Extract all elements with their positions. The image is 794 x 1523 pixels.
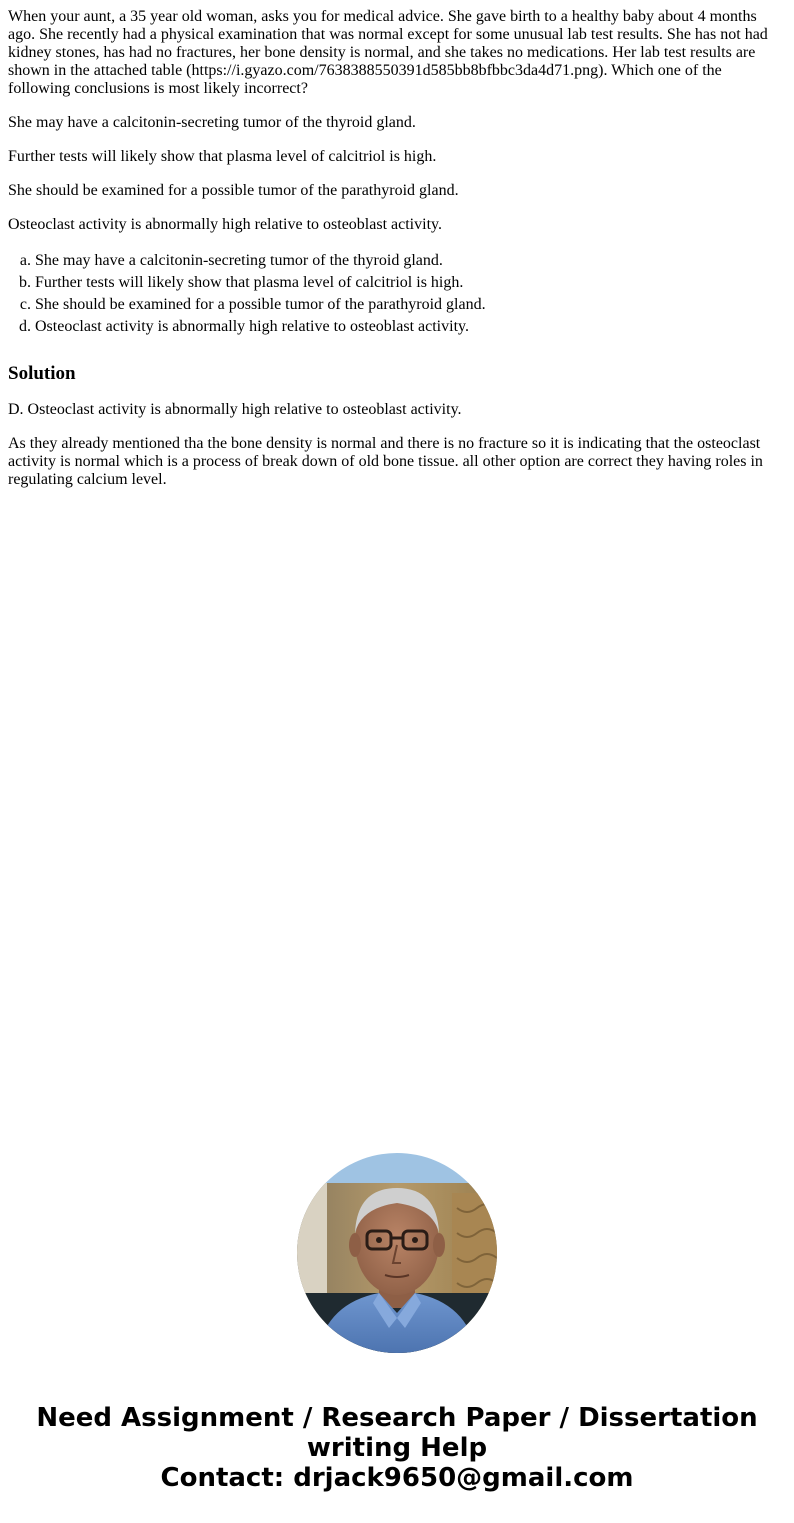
option-text: She should be examined for a possible tumor of the parathyroid gland. [35, 296, 486, 313]
promo-line-1: Need Assignment / Research Paper / Dissertation [36, 1403, 758, 1433]
option-text: Further tests will likely show that plasma level of calcitriol is high. [35, 274, 464, 291]
solution-heading: Solution [8, 363, 76, 384]
statement-2: Further tests will likely show that plasma level of calcitriol is high. [8, 148, 437, 165]
statement-1: She may have a calcitonin-secreting tumor of the thyroid gland. [8, 114, 416, 131]
option-text: Osteoclast activity is abnormally high relative to osteoblast activity. [35, 318, 469, 335]
author-photo [297, 1153, 497, 1353]
option-marker: a. [19, 252, 31, 269]
statement-3: She should be examined for a possible tumor of the parathyroid gland. [8, 182, 459, 199]
promo-contact: Contact: drjack9650@gmail.com [160, 1463, 634, 1493]
option-text: She may have a calcitonin-secreting tumor of the thyroid gland. [35, 252, 443, 269]
option-item-b [8, 272, 786, 294]
author-avatar [297, 1153, 497, 1353]
promo-line-2: writing Help [306, 1433, 488, 1463]
option-marker: d. [19, 318, 31, 335]
document-content [8, 8, 786, 505]
promo-banner [0, 1403, 794, 1493]
option-item-d [8, 316, 786, 338]
statement-4: Osteoclast activity is abnormally high relative to osteoblast activity. [8, 216, 442, 233]
option-marker: c. [19, 296, 31, 313]
solution-explanation: As they already mentioned tha the bone density is normal and there is no fracture so it is indicating that the osteoclast activity is normal which is a process of break down of old bone tissue. all other option are correct they having roles in regulating calcium level. [8, 435, 763, 488]
solution-answer: D. Osteoclast activity is abnormally high relative to osteoblast activity. [8, 401, 462, 418]
option-item-a [8, 250, 786, 272]
option-marker: b. [19, 274, 31, 291]
option-item-c [8, 294, 786, 316]
question-stem: When your aunt, a 35 year old woman, asks you for medical advice. She gave birth to a healthy baby about 4 months ago. She recently had a physical examination that was normal except for some unusual lab test results. She has not had kidney stones, has had no fractures, her bone density is normal, and she takes no medications. Her lab test results are shown in the attached table (https://i.gyazo.com/7638388550391d585bb8bfbbc3da4d71.png). Which one of the following conclusions is most likely incorrect? [8, 8, 768, 97]
options-list [8, 250, 786, 338]
